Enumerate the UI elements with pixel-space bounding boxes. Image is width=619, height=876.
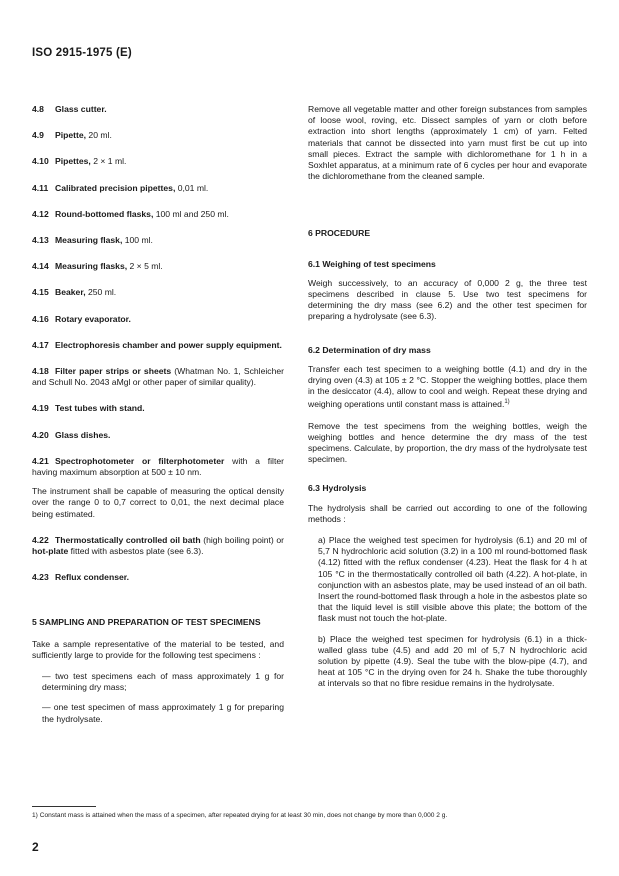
item-detail: 0,01 ml. xyxy=(175,182,209,193)
apparatus-item xyxy=(32,572,284,583)
item-detail: with a filter having maximum absorption at 500 ± 10 nm. xyxy=(32,455,284,478)
sample-preparation-text: Remove all vegetable matter and other foreign substances from samples of loose wool, roving, etc. Dissect samples of yarn or cloth before extraction into short lengths (approximately 1 cm) of yarn. Felted materials that cannot be dissected into yarn must first be cut up into small pieces. Extract the sample with dichloromethane for 1 h in a Soxhlet apparatus, at a minimum rate of 6 cycles per hour and evaporate the dichloromethane from the cleaned sample. xyxy=(308,104,587,182)
subsection-6-3-title: 6.3 Hydrolysis xyxy=(308,483,367,494)
item-detail: 100 ml and 250 ml. xyxy=(153,208,229,219)
item-name: Measuring flask, xyxy=(55,235,123,246)
item-name: Reflux condenser. xyxy=(55,572,130,583)
section-5-heading: 5 SAMPLING AND PREPARATION OF TEST SPECIMENS xyxy=(32,617,261,628)
item-detail-alt: fitted with asbestos plate (see 6.3). xyxy=(68,546,204,557)
item-detail: (Whatman No. 1, Schleicher and Schull No. 2043 aMgl or other paper of similar quality). xyxy=(32,366,284,388)
item-name: Test tubes with stand. xyxy=(55,403,145,414)
subsection-6-2-text xyxy=(308,364,587,411)
item-number: 4.11 xyxy=(32,182,49,193)
item-name: Electrophoresis chamber and power supply equipment. xyxy=(55,339,282,350)
hydrolysis-method-b: b) Place the weighed test specimen for hydrolysis (6.1) in a thick-walled glass tube (4.5) and add 20 ml of 5,7 N hydrochloric acid solution by pipette (4.9). Seal the tube with the blow-pipe (4.7), and heat at 105 °C in the drying oven for 24 h. Shake the tube thoroughly at intervals so that no fibre residue remains in the hydrolysate. xyxy=(318,633,587,689)
item-name: Spectrophotometer or filterphotometer xyxy=(55,455,225,466)
item-name: Pipettes, xyxy=(55,156,91,167)
item-name: Glass dishes. xyxy=(55,429,111,440)
apparatus-item xyxy=(32,340,284,351)
apparatus-item xyxy=(32,430,284,441)
hydrolysis-method-a: a) Place the weighed test specimen for hydrolysis (6.1) and 20 ml of 5,7 N hydrochloric acid solution (3.2) in a 100 ml round-bottomed flask (4.12) fitted with the reflux condenser (4.23). Heat the flask for 4 h at 105 °C in the thermostatically controlled oil bath (4.22). A hot-plate, in conjunction with an asbestos plate, may be used instead of an oil bath. Insert the round-bottomed flask through a hole in the asbestos plate so that the liquid level is still visible above this plate; the bottom of the flask must not touch the hot-plate. xyxy=(318,534,587,624)
section-5-intro: Take a sample representative of the material to be tested, and sufficiently large to provide for the following test specimens : xyxy=(32,638,284,660)
subsection-6-2-title: 6.2 Determination of dry mass xyxy=(308,344,431,355)
subsection-6-3-intro: The hydrolysis shall be carried out according to one of the following methods : xyxy=(308,502,587,524)
item-number: 4.22 xyxy=(32,534,49,545)
item-number: 4.23 xyxy=(32,572,49,583)
item-number: 4.18 xyxy=(32,366,49,377)
item-number: 4.17 xyxy=(32,339,49,350)
right-column xyxy=(308,104,587,699)
item-name: Thermostatically controlled oil bath xyxy=(55,534,201,545)
apparatus-item xyxy=(32,209,284,220)
item-name-alt: hot-plate xyxy=(32,546,69,557)
specimen-list-item: — two test specimens each of mass approximately 1 g for determining dry mass; xyxy=(42,671,284,693)
apparatus-item xyxy=(32,403,284,414)
left-column xyxy=(32,104,284,734)
subsection-6-1-title: 6.1 Weighing of test specimens xyxy=(308,258,436,269)
apparatus-item xyxy=(32,235,284,246)
instrument-note xyxy=(32,486,284,520)
item-detail: 100 ml. xyxy=(122,235,153,246)
item-detail: 20 ml. xyxy=(86,130,112,141)
footnote-divider xyxy=(32,806,96,807)
page-number: 2 xyxy=(32,840,39,854)
document-header: ISO 2915-1975 (E) xyxy=(32,47,132,59)
subsection-6-2-text-2: Remove the test specimens from the weighing bottles, weigh the weighing bottles and hence determine the dry mass of the test specimens. Calculate, by proportion, the dry mass of the hydrolysate test specimen. xyxy=(308,420,587,465)
item-number: 4.13 xyxy=(32,235,49,246)
footnote: 1) Constant mass is attained when the mass of a specimen, after repeated drying for at least 30 min, does not change by more than 0,000 2 g. xyxy=(32,812,448,819)
item-number: 4.19 xyxy=(32,403,49,414)
item-number: 4.16 xyxy=(32,313,49,324)
item-name: Beaker, xyxy=(55,287,86,298)
item-number: 4.8 xyxy=(32,104,44,114)
apparatus-item xyxy=(32,156,284,167)
apparatus-item xyxy=(32,130,284,141)
text: Transfer each test specimen to a weighing bottle (4.1) and dry in the drying oven (4.3) at 105 ± 2 °C. Stopper the weighing bottles, place them in the desiccator (4.4), allow to cool and weigh. Repeat these drying and weighing operations until constant mass is attained. xyxy=(308,363,587,410)
item-name: Pipette, xyxy=(55,130,87,141)
note-text: The instrument shall be capable of measuring the optical density over the range 0 to 0,7 correct to 0,01, the next decimal place being estimated. xyxy=(32,486,284,519)
apparatus-item xyxy=(32,366,284,388)
apparatus-item xyxy=(32,535,284,557)
item-number: 4.14 xyxy=(32,261,49,272)
item-number: 4.21 xyxy=(32,455,49,466)
item-name: Measuring flasks, xyxy=(55,261,128,272)
item-number: 4.12 xyxy=(32,208,49,219)
item-detail: 250 ml. xyxy=(85,287,117,298)
item-name: Rotary evaporator. xyxy=(55,313,131,324)
item-name: Round-bottomed flasks, xyxy=(55,208,154,219)
item-number: 4.20 xyxy=(32,429,49,440)
apparatus-item xyxy=(32,287,284,298)
item-number: 4.15 xyxy=(32,287,49,298)
item-name: Filter paper strips or sheets xyxy=(55,366,172,377)
footnote-ref[interactable]: 1) xyxy=(504,399,510,406)
item-name: Glass cutter. xyxy=(55,104,107,114)
item-number: 4.9 xyxy=(32,130,44,141)
item-detail: (high boiling point) or xyxy=(200,534,284,545)
subsection-6-1-text: Weigh successively, to an accuracy of 0,000 2 g, the three test specimens described in clause 5. Use two test specimens for determining the dry mass (see 6.2) and the other test specimen for preparing a hydrolysate (see 6.3). xyxy=(308,277,587,322)
item-name: Calibrated precision pipettes, xyxy=(55,182,176,193)
specimen-list-item: — one test specimen of mass approximately 1 g for preparing the hydrolysate. xyxy=(42,702,284,724)
item-number: 4.10 xyxy=(32,156,49,167)
item-detail: 2 × 1 ml. xyxy=(90,156,127,167)
apparatus-item xyxy=(32,314,284,325)
apparatus-item xyxy=(32,104,284,115)
item-detail: 2 × 5 ml. xyxy=(127,261,163,272)
apparatus-item xyxy=(32,261,284,272)
section-6-heading: 6 PROCEDURE xyxy=(308,228,371,239)
apparatus-item xyxy=(32,456,284,478)
apparatus-item xyxy=(32,183,284,194)
